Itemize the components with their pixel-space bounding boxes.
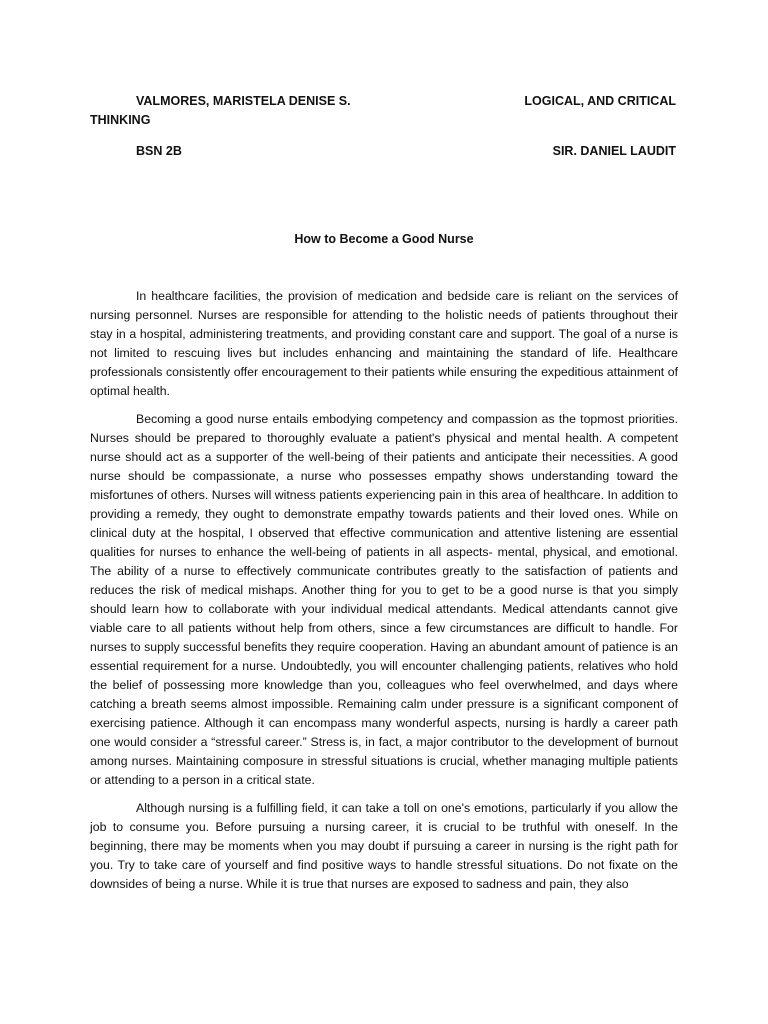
paragraph: In healthcare facilities, the provision of medication and bedside care is reliant on the services of nursing personnel. Nurses are responsible for attending to the holistic needs of patients throughout their stay in a hospital, administering treatments, and providing constant care and support. The goal of a nurse is not limited to rescuing lives but includes enhancing and maintaining the standard of life. Healthcare professionals consistently offer encouragement to their patients while ensuring the expeditious attainment of optimal health. (90, 289, 678, 398)
header-row-2 (90, 142, 678, 161)
header-row-1 (90, 92, 678, 111)
essay-title: How to Become a Good Nurse (294, 232, 474, 246)
student-name: VALMORES, MARISTELA DENISE S. (136, 94, 351, 108)
section-label: BSN 2B (136, 144, 182, 158)
paragraph: Becoming a good nurse entails embodying competency and compassion as the topmost priorities. Nurses should be prepared to thoroughly evaluate a patient's physical and mental health. A competent nurse should act as a supporter of the well-being of their patients and anticipate their necessities. A good nurse should be compassionate, a nurse who possesses empathy shows understanding toward the misfortunes of others. Nurses will witness patients experiencing pain in this area of healthcare. In addition to providing a remedy, they ought to demonstrate empathy towards patients and their loved ones. While on clinical duty at the hospital, I observed that effective communication and attentive listening are essential qualities for nurses to enhance the well-being of patients in all aspects- mental, physical, and emotional. The ability of a nurse to effectively communicate contributes greatly to the satisfaction of patients and reduces the risk of medical mishaps. Another thing for you to get to be a good nurse is that you simply should learn how to collaborate with your individual medical attendants. Medical attendants cannot give viable care to all patients without help from others, since a few circumstances are difficult to handle. For nurses to supply successful benefits they require cooperation. Having an abundant amount of patience is an essential requirement for a nurse. Undoubtedly, you will encounter challenging patients, relatives who hold the belief of possessing more knowledge than you, colleagues who feel overwhelmed, and days where catching a breath seems almost impossible. Remaining calm under pressure is a significant component of exercising patience. Although it can encompass many wonderful aspects, nursing is hardly a career path one would consider a “stressful career.” Stress is, in fact, a major contributor to the development of burnout among nurses. Maintaining composure in stressful situations is crucial, whether managing multiple patients or attending to a person in a critical state. (90, 412, 678, 787)
course-title-line2: THINKING (90, 113, 151, 127)
instructor-name: SIR. DANIEL LAUDIT (552, 144, 676, 158)
essay-body (90, 287, 678, 903)
document-header (90, 92, 678, 158)
course-title-line1: LOGICAL, AND CRITICAL (524, 94, 676, 108)
paragraph: Although nursing is a fulfilling field, it can take a toll on one's emotions, particularly if you allow the job to consume you. Before pursuing a nursing career, it is crucial to be truthful with oneself. In the beginning, there may be moments when you may doubt if pursuing a career in nursing is the right path for you. Try to take care of yourself and find positive ways to handle stressful situations. Do not fixate on the downsides of being a nurse. While it is true that nurses are exposed to sadness and pain, they also (90, 801, 678, 891)
